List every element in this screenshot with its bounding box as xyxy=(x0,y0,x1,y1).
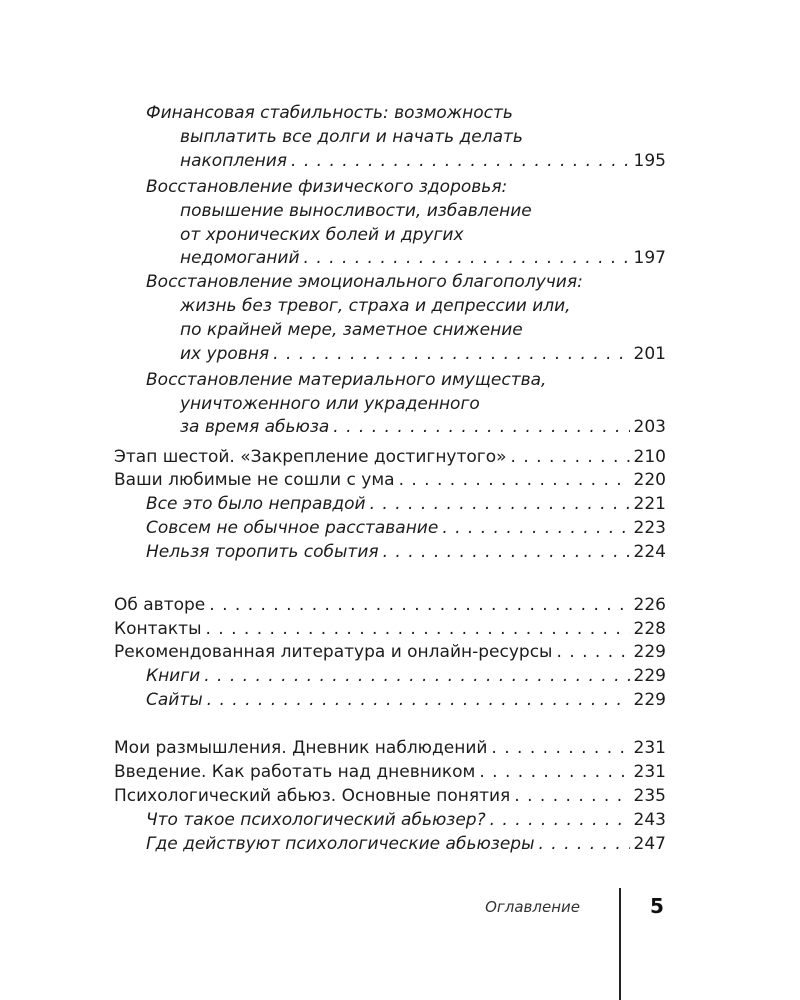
toc-entry[interactable] xyxy=(114,593,666,617)
toc-page-number: 229 xyxy=(633,642,666,662)
leader-dots xyxy=(514,784,629,808)
leader-dots xyxy=(383,540,630,564)
toc-page-number: 195 xyxy=(633,151,666,171)
toc-page-number: 231 xyxy=(633,762,666,782)
toc-page-number: 235 xyxy=(633,786,666,806)
leader-dots xyxy=(511,445,630,469)
toc-page-number: 203 xyxy=(633,417,666,437)
toc-entry-title: Совсем не обычное расставание xyxy=(146,518,439,538)
toc-entry-title-line: Финансовая стабильность: возможность xyxy=(146,103,513,123)
toc-entry-title: Что такое психологический абьюзер? xyxy=(146,810,486,830)
toc-entry[interactable] xyxy=(146,832,666,856)
toc-page-number: 223 xyxy=(633,518,666,538)
toc-entry[interactable] xyxy=(114,468,666,492)
toc-entry-title: за время абьюза xyxy=(180,417,330,437)
toc-entry[interactable] xyxy=(146,664,666,688)
toc-entry[interactable] xyxy=(114,617,666,641)
toc-entry[interactable] xyxy=(114,736,666,760)
leader-dots xyxy=(399,468,630,492)
leader-dots xyxy=(556,640,629,664)
toc-entry[interactable] xyxy=(114,760,666,784)
toc-page-number: 210 xyxy=(633,447,666,467)
toc-entry-title: Где действуют психологические абьюзеры xyxy=(146,834,535,854)
leader-dots xyxy=(204,664,629,688)
toc-entry-title: Сайты xyxy=(146,690,203,710)
footer-divider xyxy=(619,888,621,1000)
toc-entry-title: Психологический абьюз. Основные понятия xyxy=(114,786,511,806)
leader-dots xyxy=(539,832,630,856)
toc-entry[interactable] xyxy=(114,640,666,664)
toc-entry-title: недомоганий xyxy=(180,248,300,268)
toc-entry[interactable] xyxy=(146,688,666,712)
toc-page-number: 224 xyxy=(633,542,666,562)
toc-entry-title: Контакты xyxy=(114,619,202,639)
toc-entry[interactable] xyxy=(146,516,666,540)
leader-dots xyxy=(370,492,630,516)
toc-entry-title: Этап шестой. «Закрепление достигнутого» xyxy=(114,447,507,467)
toc-entry-title: их уровня xyxy=(180,344,270,364)
toc-entry-title-line: по крайней мере, заметное снижение xyxy=(180,320,523,340)
toc-page-number: 243 xyxy=(633,810,666,830)
leader-dots xyxy=(304,246,630,270)
toc-page-number: 231 xyxy=(633,738,666,758)
toc-entry[interactable] xyxy=(114,784,666,808)
toc-entry-title: Мои размышления. Дневник наблюдений xyxy=(114,738,488,758)
toc-page-number: 221 xyxy=(633,494,666,514)
toc-entry-title: Книги xyxy=(146,666,201,686)
leader-dots xyxy=(291,149,630,173)
toc-entry[interactable] xyxy=(146,808,666,832)
page-number: 5 xyxy=(650,894,664,918)
toc-page-number: 228 xyxy=(633,619,666,639)
running-footer-title: Оглавление xyxy=(485,898,580,916)
toc-entry[interactable] xyxy=(180,149,666,173)
toc-entry[interactable] xyxy=(180,246,666,270)
leader-dots xyxy=(273,342,629,366)
toc-entry-title: накопления xyxy=(180,151,288,171)
toc-entry[interactable] xyxy=(146,492,666,516)
toc-entry-title-line: жизнь без тревог, страха и депрессии или, xyxy=(180,296,571,316)
toc-entry-title: Ваши любимые не сошли с ума xyxy=(114,470,395,490)
toc-page-number: 247 xyxy=(633,834,666,854)
leader-dots xyxy=(442,516,629,540)
toc-entry-title: Все это было неправдой xyxy=(146,494,366,514)
toc-entry-title: Введение. Как работать над дневником xyxy=(114,762,476,782)
toc-page-number: 226 xyxy=(633,595,666,615)
leader-dots xyxy=(206,617,630,641)
toc-page-number: 201 xyxy=(633,344,666,364)
toc-entry-title: Нельзя торопить события xyxy=(146,542,379,562)
leader-dots xyxy=(333,415,629,439)
toc-entry-title-line: Восстановление материального имущества, xyxy=(146,370,547,390)
leader-dots xyxy=(209,593,629,617)
leader-dots xyxy=(479,760,629,784)
leader-dots xyxy=(490,808,630,832)
toc-entry-title-line: уничтоженного или украденного xyxy=(180,394,480,414)
leader-dots xyxy=(207,688,630,712)
toc-entry[interactable] xyxy=(180,342,666,366)
toc-entry-title-line: выплатить все долги и начать делать xyxy=(180,127,523,147)
leader-dots xyxy=(491,736,629,760)
toc-entry-title-line: от хронических болей и других xyxy=(180,225,464,245)
toc-entry-title-line: повышение выносливости, избавление xyxy=(180,201,532,221)
toc-page-number: 197 xyxy=(633,248,666,268)
toc-entry[interactable] xyxy=(180,415,666,439)
toc-page-number: 229 xyxy=(633,690,666,710)
toc-page-number: 229 xyxy=(633,666,666,686)
toc-entry[interactable] xyxy=(146,540,666,564)
toc-page-number: 220 xyxy=(633,470,666,490)
toc-entry-title: Об авторе xyxy=(114,595,206,615)
toc-entry-title-line: Восстановление физического здоровья: xyxy=(146,177,508,197)
toc-entry-title-line: Восстановление эмоционального благополучия: xyxy=(146,272,583,292)
toc-entry-title: Рекомендованная литература и онлайн-ресурсы xyxy=(114,642,553,662)
toc-entry[interactable] xyxy=(114,445,666,469)
